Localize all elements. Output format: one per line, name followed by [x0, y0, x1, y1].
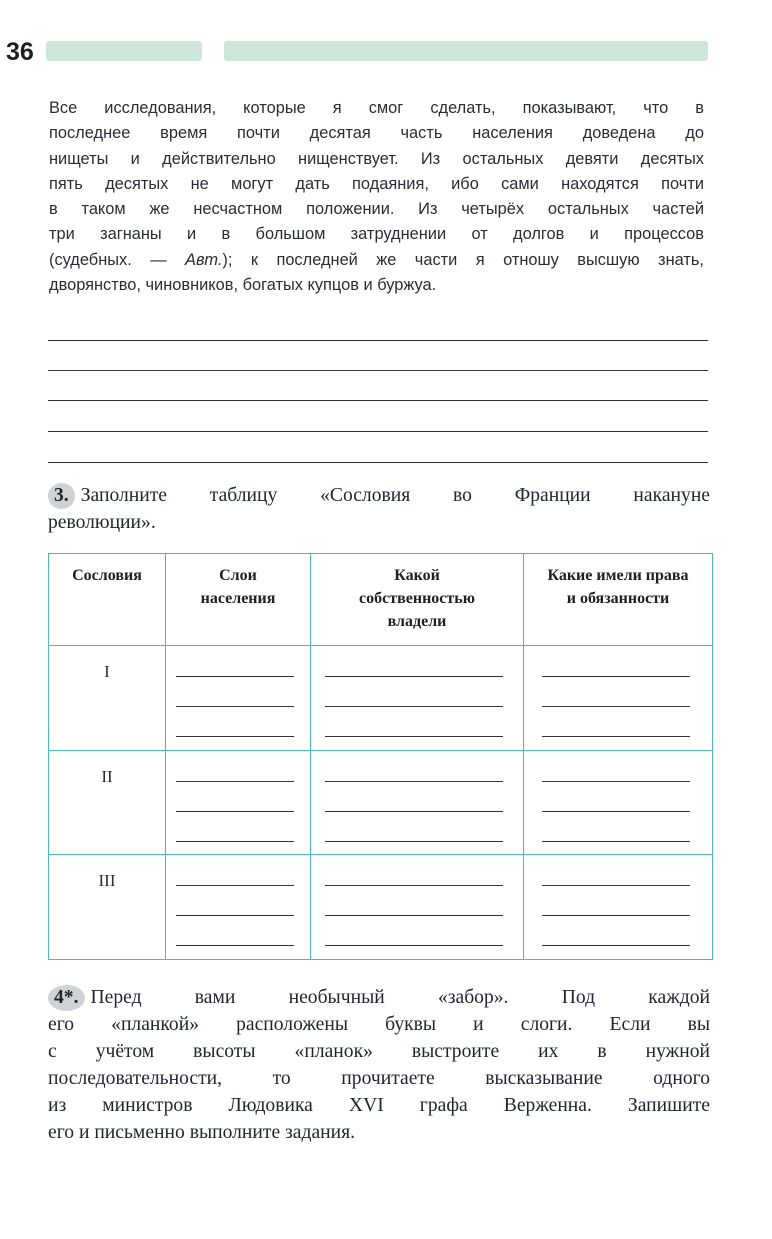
task-4-line: из министров Людовика XVI графа Верженна. Запишите — [48, 1095, 710, 1116]
fill-cell[interactable] — [524, 750, 713, 855]
task-4-line: его «планкой» расположены буквы и слоги. Если вы — [48, 1014, 710, 1035]
header-band-right — [224, 41, 708, 61]
quote-line: дворянство, чиновников, богатых купцов и буржуа. — [49, 276, 437, 295]
column-header: Сословия — [49, 554, 166, 646]
quote-line: нищеты и действительно нищенствует. Из остальных девяти десятых — [49, 149, 704, 168]
estate-label: III — [49, 855, 166, 960]
fill-cell[interactable] — [524, 646, 713, 751]
fill-cell[interactable] — [524, 855, 713, 960]
answer-line[interactable] — [48, 400, 708, 401]
quote-line: Все исследования, которые я смог сделать, показывают, что в — [49, 99, 704, 117]
author-abbreviation: Авт. — [185, 250, 223, 269]
fill-cell[interactable] — [311, 855, 524, 960]
page-number: 36 — [6, 38, 34, 66]
quote-line: последнее время почти десятая часть населения доведена до — [49, 124, 704, 143]
quote-line: в таком же несчастном положении. Из четырёх остальных частей — [49, 200, 704, 219]
answer-line[interactable] — [48, 462, 708, 463]
task-3-line — [48, 482, 710, 509]
estate-label: I — [49, 646, 166, 751]
column-header: Какой собственностью владели — [311, 554, 524, 646]
header-band-left — [46, 41, 202, 61]
fill-cell[interactable] — [311, 646, 524, 751]
quote-line — [49, 248, 704, 273]
answer-line[interactable] — [48, 340, 708, 341]
answer-line[interactable] — [48, 370, 708, 371]
quote-text: (судебных. — — [49, 250, 186, 269]
estates-table — [48, 553, 713, 960]
task-3-line: революции». — [48, 512, 156, 533]
fill-cell[interactable] — [166, 855, 311, 960]
quote-line: пять десятых не могут дать подаяния, ибо сами находятся почти — [49, 174, 704, 193]
quote-paragraph — [49, 96, 704, 298]
task-4-line — [48, 984, 710, 1011]
task-4-line: его и письменно выполните задания. — [48, 1122, 356, 1143]
fill-cell[interactable] — [311, 750, 524, 855]
task-3 — [48, 482, 710, 536]
task-4 — [48, 984, 710, 1146]
answer-line[interactable] — [48, 431, 708, 432]
quote-line: три загнаны и в большом затруднении от долгов и процессов — [49, 225, 704, 244]
fill-cell[interactable] — [166, 750, 311, 855]
task-number-badge: 4*. — [48, 985, 85, 1011]
task-4-text: Перед вами необычный «забор». Под каждой — [90, 987, 710, 1008]
table-row — [49, 855, 713, 960]
task-3-text: Заполните таблицу «Сословия во Франции накануне — [80, 485, 710, 506]
task-4-line: с учётом высоты «планок» выстроите их в нужной — [48, 1041, 710, 1062]
table-row — [49, 750, 713, 855]
column-header: Слои населения — [166, 554, 311, 646]
task-4-line: последовательности, то прочитаете высказывание одного — [48, 1068, 710, 1089]
table-header-row — [49, 554, 713, 646]
quote-text: ); к последней же части я отношу высшую знать, — [222, 250, 704, 269]
task-number-badge: 3. — [48, 483, 75, 509]
table-row — [49, 646, 713, 751]
fill-cell[interactable] — [166, 646, 311, 751]
estate-label: II — [49, 750, 166, 855]
column-header: Какие имели права и обязанности — [524, 554, 713, 646]
